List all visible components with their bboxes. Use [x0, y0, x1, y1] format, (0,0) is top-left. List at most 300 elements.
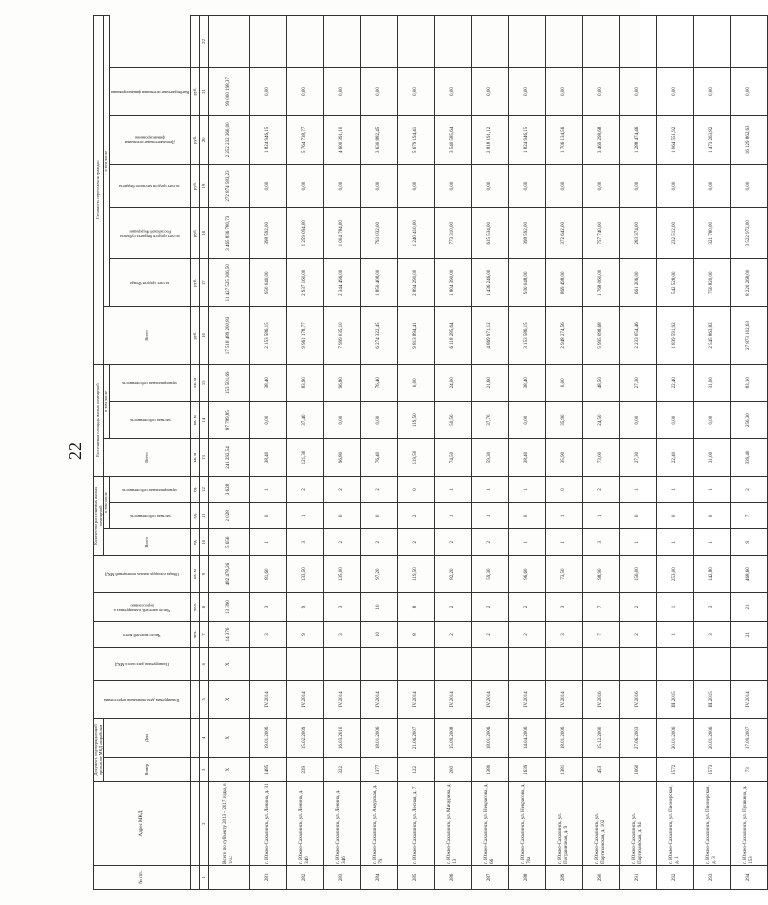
cell-empty	[397, 16, 434, 68]
cell-cost-total: 2 153 586,15	[249, 307, 286, 364]
cell-area: 96,60	[508, 555, 545, 592]
cell-cost-extra2: 0,00	[582, 67, 619, 115]
cell-address: г. Южно-Сахалинск, ул. Мичурина, д. 13	[434, 782, 471, 866]
cell-doc-number: 1377	[360, 758, 397, 782]
cell-area-municipal: 38,40	[249, 364, 286, 401]
header-cost-extra2: Внебюджетные источники финансирования	[109, 67, 190, 115]
cell-area-private: 0,00	[360, 401, 397, 438]
cell-area-municipal: 31,00	[693, 364, 730, 401]
cell-area-municipal: 83,90	[286, 364, 323, 401]
cell-cost-extra: 3 630 882,45	[360, 116, 397, 164]
cell-area-private: 119,50	[397, 401, 434, 438]
cell-area-private: 37,40	[286, 401, 323, 438]
cell-area-total: 96,80	[323, 439, 360, 476]
cell-cost-local: 0,00	[471, 164, 508, 208]
header-cost-local: за счет средств местного бюджета	[109, 164, 190, 208]
cell-cost-extra: 4 600 391,10	[323, 116, 360, 164]
cell-residents-planned: 13 390	[208, 593, 249, 622]
cell-num: 287	[471, 865, 508, 889]
cell-area-municipal: 48,50	[582, 364, 619, 401]
cell-plan-relocation: IV.2014	[434, 681, 471, 718]
cell-area-private: 0,00	[656, 401, 693, 438]
column-number: 2	[199, 782, 208, 866]
header-doc-group: Документ, подтверждающий признание МКД аварийным	[94, 718, 104, 782]
cell-plan-demolition	[619, 648, 656, 681]
page-number: 22	[65, 442, 85, 460]
cell-area-municipal: 27,30	[619, 364, 656, 401]
rotated-table-wrapper	[93, 15, 754, 890]
cell-cost-total: 9 813 894,41	[397, 307, 434, 364]
cell-area-total: 38,40	[508, 439, 545, 476]
unit-cell: кв. м	[190, 555, 199, 592]
cell-cost-total: 3 153 586,15	[508, 307, 545, 364]
column-number: 21	[199, 67, 208, 115]
cell-rooms-municipal: 1	[471, 476, 508, 502]
cell-area-total: 339,40	[730, 439, 767, 476]
cell-rooms-municipal: 2	[582, 476, 619, 502]
cell-rooms-total: 5 656	[208, 529, 249, 555]
cell-area: 156,00	[619, 555, 656, 592]
cell-rooms-private: 1	[545, 503, 582, 529]
cell-doc-date: 18.01.2006	[471, 718, 508, 758]
cell-empty	[434, 16, 471, 68]
cell-num: 294	[730, 865, 767, 889]
cell-rooms-private: 0	[693, 503, 730, 529]
cell-doc-number: 1381	[545, 758, 582, 782]
cell-address: г. Южно-Сахалинск, ул. Партизанская, д. 102	[582, 782, 619, 866]
cell-address: г. Южно-Сахалинск, ул. Пушкина, д. 153	[730, 782, 767, 866]
cell-cost-extra2: 0,00	[508, 67, 545, 115]
cell-doc-date: 14.04.2006	[508, 718, 545, 758]
cell-area-total: 73,00	[582, 439, 619, 476]
cell-plan-demolition	[397, 648, 434, 681]
cell-area-total: 59,30	[471, 439, 508, 476]
cell-cost-extra2: 0,00	[360, 67, 397, 115]
cell-cost-fund: 11 427 525 306,50	[208, 259, 249, 307]
cell-rooms-municipal: 2	[323, 476, 360, 502]
cell-num: 286	[434, 865, 471, 889]
cell-cost-extra2: 0,00	[397, 67, 434, 115]
column-number: 4	[199, 718, 208, 758]
header-area-group: Расселяемая площадь жилых помещений	[94, 364, 104, 476]
header-plan-demolition: Планируемая дата сноса МКД	[94, 648, 191, 681]
cell-doc-date: 20.01.2006	[693, 718, 730, 758]
cell-area-total: 74,50	[434, 439, 471, 476]
header-rooms-municipal: муниципальная собственность	[109, 476, 190, 502]
cell-doc-number: 122	[397, 758, 434, 782]
cell-cost-subject: 398 592,00	[249, 208, 286, 259]
cell-rooms-private: 2 028	[208, 503, 249, 529]
cell-plan-relocation: IV.2014	[249, 681, 286, 718]
cell-doc-date: 27.06.2003	[619, 718, 656, 758]
cell-residents: 21	[730, 621, 767, 647]
cell-area: 97,20	[360, 555, 397, 592]
cell-cost-fund: 950 040,00	[249, 259, 286, 307]
column-number: 14	[199, 401, 208, 438]
cell-cost-local: 0,00	[693, 164, 730, 208]
cell-cost-subject: 757 740,00	[582, 208, 619, 259]
cell-area-total: 35,90	[545, 439, 582, 476]
cell-address: Всего по субъекту 2013 - 2017 годы, в т.ч.:	[208, 782, 249, 866]
header-area: Общая площадь жилых помещений МКД	[94, 555, 191, 592]
cell-address: г. Южно-Сахалинск, ул. Пионерская, д. 1	[656, 782, 693, 866]
cell-residents-planned: 2	[508, 593, 545, 622]
cell-num	[208, 865, 249, 889]
cell-doc-number: 1573	[693, 758, 730, 782]
cell-cost-extra: 1 473 263,82	[693, 116, 730, 164]
cell-address: г. Южно-Сахалинск, ул. Некрасова, д. 66	[471, 782, 508, 866]
unit-cell: руб.	[190, 116, 199, 164]
unit-cell	[190, 681, 199, 718]
cell-cost-local: 0,00	[286, 164, 323, 208]
cell-empty	[471, 16, 508, 68]
cell-num: 289	[545, 865, 582, 889]
cell-area-private: 0,00	[323, 401, 360, 438]
cell-cost-total: 6 118 285,64	[434, 307, 471, 364]
cell-cost-extra2: 0,00	[434, 67, 471, 115]
column-number: 22	[199, 16, 208, 68]
cell-doc-number: 1639	[508, 758, 545, 782]
cell-cost-fund: 1 850 408,00	[360, 259, 397, 307]
cell-area-private: 256,30	[730, 401, 767, 438]
cell-empty	[545, 16, 582, 68]
cell-plan-demolition	[434, 648, 471, 681]
unit-cell: ед.	[190, 529, 199, 555]
cell-cost-extra2: 0,00	[730, 67, 767, 115]
header-residents: Число жителей всего	[94, 621, 191, 647]
cell-cost-total: 2 233 054,46	[619, 307, 656, 364]
cell-doc-date: 18.01.2006	[360, 718, 397, 758]
cell-cost-local: 0,00	[730, 164, 767, 208]
cell-doc-date: 20.01.2006	[656, 718, 693, 758]
cell-doc-number: 200	[434, 758, 471, 782]
cell-residents-planned: 3	[693, 593, 730, 622]
cell-residents: 1	[656, 621, 693, 647]
cell-plan-demolition	[323, 648, 360, 681]
cell-rooms-private: 0	[656, 503, 693, 529]
cell-cost-subject: 232 512,00	[656, 208, 693, 259]
cell-area: 81,60	[249, 555, 286, 592]
cell-empty	[619, 16, 656, 68]
cell-doc-number: X	[208, 758, 249, 782]
cell-cost-extra2: 0,00	[619, 67, 656, 115]
cell-empty	[693, 16, 730, 68]
cell-doc-number: 453	[582, 758, 619, 782]
cell-area: 135,00	[323, 555, 360, 592]
cell-rooms-total: 1	[693, 529, 730, 555]
cell-empty	[730, 16, 767, 68]
cell-empty	[286, 16, 323, 68]
header-plan-relocation: Планируемая дата окончания переселения	[94, 681, 191, 718]
cell-doc-date: 15.12.2000	[582, 718, 619, 758]
cell-cost-extra: 2 818 191,12	[471, 116, 508, 164]
header-residents-planned: Число жителей, планируемых к переселению	[94, 593, 191, 622]
cell-cost-subject: 3 522 972,00	[730, 208, 767, 259]
column-numbers-row	[199, 16, 208, 890]
column-number: 9	[199, 555, 208, 592]
cell-num: 292	[656, 865, 693, 889]
cell-cost-subject: 1 004 784,00	[323, 208, 360, 259]
cell-residents: 9	[286, 621, 323, 647]
cell-area-private: 37,70	[471, 401, 508, 438]
cell-plan-relocation: IV.2014	[508, 681, 545, 718]
cell-rooms-municipal: 0	[397, 476, 434, 502]
cell-empty	[508, 16, 545, 68]
cell-plan-relocation: IV.2016	[619, 681, 656, 718]
cell-residents-planned: 7	[582, 593, 619, 622]
cell-rooms-municipal: 2	[286, 476, 323, 502]
header-doc-date: Дата	[104, 718, 191, 758]
cell-residents: 8	[397, 621, 434, 647]
column-number: 3	[199, 758, 208, 782]
cell-cost-fund: 750 820,00	[693, 259, 730, 307]
column-number: 7	[199, 621, 208, 647]
cell-cost-fund: 2 894 290,00	[397, 259, 434, 307]
cell-cost-local: 0,00	[323, 164, 360, 208]
header-doc-number: Номер	[104, 758, 191, 782]
cell-num: 293	[693, 865, 730, 889]
cell-area-municipal: 76,40	[360, 364, 397, 401]
cell-rooms-municipal: 2	[730, 476, 767, 502]
cell-cost-extra2: 99 000 198,37	[208, 67, 249, 115]
cell-cost-fund: 2 344 496,00	[323, 259, 360, 307]
cell-area-total: 27,30	[619, 439, 656, 476]
cell-empty	[249, 16, 286, 68]
cell-cost-extra2: 0,00	[286, 67, 323, 115]
cell-residents-planned: 3	[545, 593, 582, 622]
cell-rooms-municipal: 0	[545, 476, 582, 502]
cell-area: 468,60	[730, 555, 767, 592]
unit-cell: кв. м	[190, 439, 199, 476]
unit-cell: ед.	[190, 476, 199, 502]
cell-rooms-private: 0	[249, 503, 286, 529]
table-row	[323, 16, 360, 890]
cell-plan-relocation: III.2015	[693, 681, 730, 718]
header-rooms-total: Всего	[104, 529, 191, 555]
cell-doc-date: X	[208, 718, 249, 758]
cell-doc-date: 19.01.2006	[249, 718, 286, 758]
cell-rooms-municipal: 3 628	[208, 476, 249, 502]
cell-plan-demolition	[249, 648, 286, 681]
cell-plan-demolition	[286, 648, 323, 681]
cell-plan-demolition	[693, 648, 730, 681]
cell-cost-extra: 5 679 194,41	[397, 116, 434, 164]
header-rooms-including: в том числе	[104, 476, 110, 529]
cell-area-total: 76,40	[360, 439, 397, 476]
cell-cost-total: 27 873 102,63	[730, 307, 767, 364]
cell-residents: 10	[360, 621, 397, 647]
cell-rooms-private: 1	[582, 503, 619, 529]
cell-cost-extra2: 0,00	[323, 67, 360, 115]
cell-cost-extra2: 0,00	[656, 67, 693, 115]
cell-rooms-total: 3	[582, 529, 619, 555]
cell-cost-local: 0,00	[545, 164, 582, 208]
cell-cost-subject: 1 259 094,00	[286, 208, 323, 259]
cell-area-municipal: 153 501,69	[208, 364, 249, 401]
cell-plan-relocation: IV.2016	[582, 681, 619, 718]
cell-empty	[656, 16, 693, 68]
cell-address: г. Южно-Сахалинск, ул. Партизанская, д. 94	[619, 782, 656, 866]
cell-rooms-private: 0	[619, 503, 656, 529]
cell-area: 98,90	[582, 555, 619, 592]
header-area-municipal: муниципальная собственность	[109, 364, 190, 401]
cell-cost-fund: 8 220 268,00	[730, 259, 767, 307]
header-cost-total: Всего	[104, 307, 191, 364]
header-area-private: частная собственность	[109, 401, 190, 438]
cell-cost-local: 0,00	[249, 164, 286, 208]
cell-cost-total: 2 948 274,56	[545, 307, 582, 364]
cell-address: г. Южно-Сахалинск, ул. Некрасова, д. 70а	[508, 782, 545, 866]
column-number: 1	[199, 865, 208, 889]
cell-area-municipal: 96,80	[323, 364, 360, 401]
table-row-total	[208, 16, 249, 890]
column-number: 16	[199, 307, 208, 364]
table-row	[656, 16, 693, 890]
cell-doc-number: 239	[286, 758, 323, 782]
cell-doc-number: 73	[730, 758, 767, 782]
unit-cell: руб.	[190, 208, 199, 259]
cell-doc-number: 1380	[471, 758, 508, 782]
cell-cost-local: 272 874 583,23	[208, 164, 249, 208]
cell-residents-planned: 8	[397, 593, 434, 622]
cell-area-private: 24,50	[582, 401, 619, 438]
cell-cost-fund: 1 804 390,00	[434, 259, 471, 307]
cell-cost-local: 0,00	[397, 164, 434, 208]
column-number: 8	[199, 593, 208, 622]
cell-residents-planned: 21	[730, 593, 767, 622]
table-row	[730, 16, 767, 890]
cell-cost-extra: 1 288 474,46	[619, 116, 656, 164]
header-cost-extra: Дополнительные источники финансирования	[109, 116, 190, 164]
cell-plan-relocation: IV.2014	[471, 681, 508, 718]
cell-cost-local: 0,00	[360, 164, 397, 208]
cell-residents: 3	[693, 621, 730, 647]
cell-rooms-total: 1	[249, 529, 286, 555]
unit-cell: руб.	[190, 164, 199, 208]
cell-cost-local: 0,00	[619, 164, 656, 208]
header-area-total: Всего	[104, 439, 191, 476]
header-num: № пп.	[94, 865, 191, 889]
cell-doc-date: 15.09.2008	[434, 718, 471, 758]
cell-num: 284	[360, 865, 397, 889]
cell-cost-fund: 1 768 060,00	[582, 259, 619, 307]
cell-address: г. Южно-Сахалинск, ул. Лесная, д. 7	[397, 782, 434, 866]
cell-plan-relocation: IV.2014	[397, 681, 434, 718]
cell-num: 281	[249, 865, 286, 889]
cell-rooms-private: 1	[471, 503, 508, 529]
cell-num: 282	[286, 865, 323, 889]
table-row	[360, 16, 397, 890]
cell-cost-fund: 542 528,00	[656, 259, 693, 307]
cell-residents-planned: 3	[323, 593, 360, 622]
unit-cell	[190, 648, 199, 681]
cell-num: 290	[582, 865, 619, 889]
cell-plan-demolition	[471, 648, 508, 681]
cell-rooms-total: 9	[730, 529, 767, 555]
cell-rooms-private: 1	[286, 503, 323, 529]
cell-residents: 3	[249, 621, 286, 647]
cell-address: г. Южно-Сахалинск, ул. Ленина, д. 346	[323, 782, 360, 866]
cell-rooms-total: 3	[286, 529, 323, 555]
cell-area-private: 0,00	[508, 401, 545, 438]
cell-num: 283	[323, 865, 360, 889]
cell-area-municipal: 38,40	[508, 364, 545, 401]
table-row	[619, 16, 656, 890]
cell-plan-relocation: IV.2014	[286, 681, 323, 718]
cell-cost-extra: 1 064 551,92	[656, 116, 693, 164]
cell-area-private: 0,00	[693, 401, 730, 438]
cell-plan-relocation: III.2015	[656, 681, 693, 718]
cell-cost-fund: 869 498,00	[545, 259, 582, 307]
unit-cell: кв. м	[190, 364, 199, 401]
column-number: 11	[199, 503, 208, 529]
cell-empty	[323, 16, 360, 68]
cell-cost-fund: 930 048,00	[508, 259, 545, 307]
table-row	[508, 16, 545, 890]
cell-address: г. Южно-Сахалинск, ул. Ленина, д. 31	[249, 782, 286, 866]
cell-cost-total: 2 545 863,82	[693, 307, 730, 364]
header-rooms-group: Количество расселяемых жилых помещений	[94, 476, 104, 555]
cell-plan-relocation: X	[208, 681, 249, 718]
cell-cost-total: 5 995 098,68	[582, 307, 619, 364]
cell-rooms-total: 1	[545, 529, 582, 555]
column-number: 17	[199, 259, 208, 307]
cell-empty	[360, 16, 397, 68]
cell-rooms-municipal: 2	[360, 476, 397, 502]
cell-doc-date: 21.06.2007	[397, 718, 434, 758]
cell-doc-number: 1572	[656, 758, 693, 782]
header-area-including: в том числе	[104, 364, 110, 439]
cell-cost-extra: 16 129 862,63	[730, 116, 767, 164]
cell-area-total: 22,40	[656, 439, 693, 476]
cell-doc-number: 1485	[249, 758, 286, 782]
cell-area-total: 38,40	[249, 439, 286, 476]
cell-cost-total: 7 999 035,10	[323, 307, 360, 364]
cell-cost-fund: 1 436 246,00	[471, 259, 508, 307]
cell-cost-extra: 1 706 134,56	[545, 116, 582, 164]
cell-rooms-total: 2	[471, 529, 508, 555]
cell-num: 291	[619, 865, 656, 889]
cell-residents: 3	[545, 621, 582, 647]
table-row	[582, 16, 619, 890]
cell-residents: 2	[508, 621, 545, 647]
cell-doc-number: 1060	[619, 758, 656, 782]
cell-area-municipal: 0,00	[545, 364, 582, 401]
cell-residents-planned: 2	[471, 593, 508, 622]
cell-cost-subject: 793 032,00	[360, 208, 397, 259]
cell-cost-total: 9 961 178,77	[286, 307, 323, 364]
column-number: 19	[199, 164, 208, 208]
cell-rooms-total: 2	[434, 529, 471, 555]
column-number: 5	[199, 681, 208, 718]
cell-cost-fund: 661 206,00	[619, 259, 656, 307]
cell-rooms-total: 2	[397, 529, 434, 555]
cell-area: 253,00	[656, 555, 693, 592]
cell-rooms-private: 0	[360, 503, 397, 529]
column-number: 15	[199, 364, 208, 401]
unit-cell: руб.	[190, 307, 199, 364]
cell-plan-relocation: IV.2014	[360, 681, 397, 718]
cell-plan-demolition	[582, 648, 619, 681]
cell-cost-extra: 3 540 585,64	[434, 116, 471, 164]
header-cost-including: в том числе	[104, 16, 110, 307]
cell-cost-local: 0,00	[582, 164, 619, 208]
table-row	[471, 16, 508, 890]
cell-residents-planned: 10	[360, 593, 397, 622]
cell-cost-extra: 2 252 232 360,00	[208, 116, 249, 164]
cell-rooms-total: 2	[323, 529, 360, 555]
cell-cost-subject: 372 642,00	[545, 208, 582, 259]
